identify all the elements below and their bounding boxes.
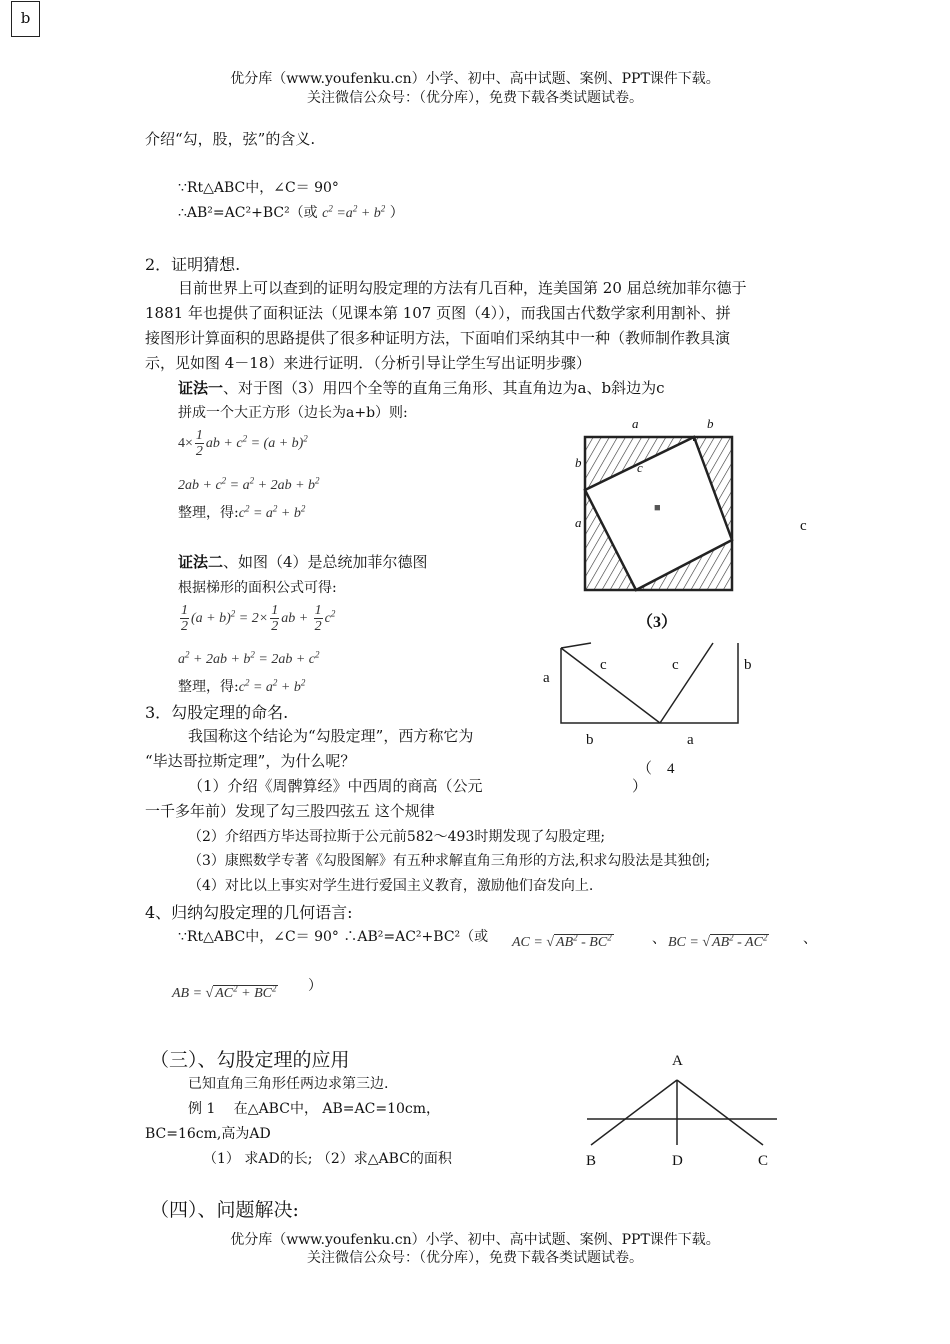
fig4-label-b-bottom: b <box>586 732 594 748</box>
formula-bc: BC = √ $AB^2 - AC^2$ <box>668 932 768 950</box>
proof2-title: 证法二 <box>178 553 224 571</box>
given-line-2-prefix: ∴AB²=AC²+BC²（或 <box>178 205 318 221</box>
fig3-center-mark: ■ <box>654 502 661 514</box>
sec3-line-4: 一千多年前）发现了勾三股四弦五 这个规律 <box>145 802 435 820</box>
proof1-eq-2: $2ab + c^2 = a^2 + 2ab + b^2$ <box>178 475 320 493</box>
sec4-title: 4、归纳勾股定理的几何语言: <box>145 903 353 922</box>
sec4-sep-1: 、 <box>652 931 666 947</box>
fig5-label-d: D <box>672 1153 683 1169</box>
header-line-2: 关注微信公众号：（优分库），免费下载各类试题试卷。 <box>307 90 643 106</box>
part3-line-1: 已知直角三角形任两边求第三边. <box>188 1076 389 1092</box>
fig5-label-c: C <box>758 1153 769 1169</box>
proof2-text: 、如图（4）是总统加菲尔德图 <box>223 553 428 571</box>
fig3-caption: （3） <box>637 614 678 631</box>
part3-line-3: BC=16cm,高为AD <box>145 1126 271 1142</box>
formula-ab: AB = √ $AC^2 + BC^2$ <box>172 983 277 1001</box>
fig3-label-b-top: b <box>707 416 714 431</box>
part3-line-2: 例 1 在△ABC中， AB=AC=10cm， <box>188 1101 441 1117</box>
sec3-title: 3．勾股定理的命名. <box>145 703 289 722</box>
fig4-label-b-right: b <box>744 657 752 673</box>
part4-title: （四）、问题解决: <box>150 1199 299 1221</box>
proof1-zhengli: 整理，得: <box>178 505 239 521</box>
figure-5-diagram <box>585 1075 785 1155</box>
proof1-title: 证法一 <box>178 379 224 397</box>
sec4-sep-2: 、 <box>803 931 817 947</box>
fig5-label-a: A <box>672 1053 683 1069</box>
given-line-2 <box>178 202 404 222</box>
formula-c2-eq: $c^2 =a^2 + b^2$ <box>322 203 386 221</box>
footer-line-2: 关注微信公众号：（优分库），免费下载各类试题试卷。 <box>307 1250 643 1266</box>
part3-title: （三）、勾股定理的应用 <box>150 1049 350 1071</box>
proof2-result: 整理，得$:c^2 = a^2 + b^2$ <box>178 677 306 695</box>
fig3-label-b-left: b <box>575 455 582 470</box>
sec3-line-1: 我国称这个结论为“勾股定理”，西方称它为 <box>188 727 474 745</box>
fig4-top-edge <box>561 643 591 648</box>
fig4-trapezoid-sides <box>561 643 738 723</box>
intro-text: 介绍“勾，股，弦”的含义. <box>145 130 316 148</box>
corner-tag: b <box>11 1 40 37</box>
fig3-side-c: c <box>800 518 807 534</box>
sec3-line-7: （4）对比以上事实对学生进行爱国主义教育，激励他们奋发向上. <box>188 878 594 894</box>
header-line-1: 优分库（www.youfenku.cn）小学、初中、高中试题、案例、PPT课件下载。 <box>230 71 720 87</box>
fig3-label-c-inner: c <box>637 460 643 475</box>
fig3-label-a-left: a <box>575 515 582 530</box>
fig4-label-c-2: c <box>672 657 679 673</box>
fig5-side-ac <box>677 1080 763 1145</box>
sec4-line: ∵Rt△ABC中，∠C＝ 90° ∴AB²=AC²+BC²（或 <box>178 929 489 945</box>
fig4-hyp-2 <box>660 643 713 723</box>
proof2-eq-2: $a^2 + 2ab + b^2 = 2ab + c^2$ <box>178 649 320 667</box>
given-line-2-close: ） <box>389 205 404 221</box>
fig4-label-a-bottom: a <box>687 732 694 748</box>
fig4-caption-open: （ 4 <box>637 761 675 777</box>
proof2-zhengli: 整理，得: <box>178 679 239 695</box>
sec3-line-6: （3）康熙数学专著《勾股图解》有五种求解直角三角形的方法,积求勾股法是其独创; <box>188 853 711 869</box>
proof1-eq-1: 4× $\frac{1}{2}$ ab + $c^2 = (a + b)^2$ <box>178 428 308 460</box>
figure-4-diagram <box>555 640 745 730</box>
footer-line-1: 优分库（www.youfenku.cn）小学、初中、高中试题、案例、PPT课件下载。 <box>230 1232 720 1248</box>
sec2-para-3: 接图形计算面积的思路提供了很多种证明方法，下面咱们采纳其中一种（教师制作教具演 <box>145 329 731 347</box>
proof2-line-2: 根据梯形的面积公式可得: <box>178 580 337 596</box>
given-line-1: ∵Rt△ABC中，∠C＝ 90° <box>178 180 339 196</box>
fig4-caption-close: ） <box>632 779 648 795</box>
sec3-line-2: “毕达哥拉斯定理”，为什么呢？ <box>145 752 356 770</box>
fig5-label-b: B <box>586 1153 597 1169</box>
fig4-label-a-left: a <box>543 670 550 686</box>
sec2-para-4: 示，见如图 4－18）来进行证明．（分析引导让学生写出证明步骤） <box>145 354 591 372</box>
fig4-label-c-1: c <box>600 657 607 673</box>
proof2-eq-1: $\frac{1}{2}$ $(a + b)^2 = 2\times$ $\frac{1}{2}$ ab + $\frac{1}{2}$ $c^2$ <box>181 603 336 635</box>
fig3-label-a-top: a <box>632 416 639 431</box>
sec4-close: ） <box>308 978 322 994</box>
proof2-line <box>178 551 428 572</box>
sec2-title: 2．证明猜想. <box>145 255 241 274</box>
formula-ac: AC = √ $AB^2 - BC^2$ <box>512 932 612 950</box>
fig5-side-ab <box>591 1080 677 1145</box>
sec3-line-5: （2）介绍西方毕达哥拉斯于公元前582～493时期发现了勾股定理; <box>188 829 606 845</box>
part3-line-4: （1） 求AD的长; （2）求△ABC的面积 <box>203 1151 452 1167</box>
sec2-para-1: 目前世界上可以查到的证明勾股定理的方法有几百种，连美国第 20 届总统加菲尔德于 <box>178 279 747 297</box>
sec3-line-3: （1）介绍《周髀算经》中西周的商高（公元 <box>188 777 483 795</box>
fig4-hyp-1 <box>561 648 660 723</box>
sec2-para-2: 1881 年也提供了面积证法（见课本第 107 页图（4）），而我国古代数学家利用割补、拼 <box>145 304 731 322</box>
proof1-result: 整理，得$:c^2 = a^2 + b^2$ <box>178 503 306 521</box>
proof1-line-2: 拼成一个大正方形（边长为a+b）则: <box>178 405 408 421</box>
proof1-line <box>178 377 665 398</box>
figure-3-diagram <box>560 410 770 640</box>
proof1-text: 、对于图（3）用四个全等的直角三角形、其直角边为a、b斜边为c <box>223 379 665 397</box>
